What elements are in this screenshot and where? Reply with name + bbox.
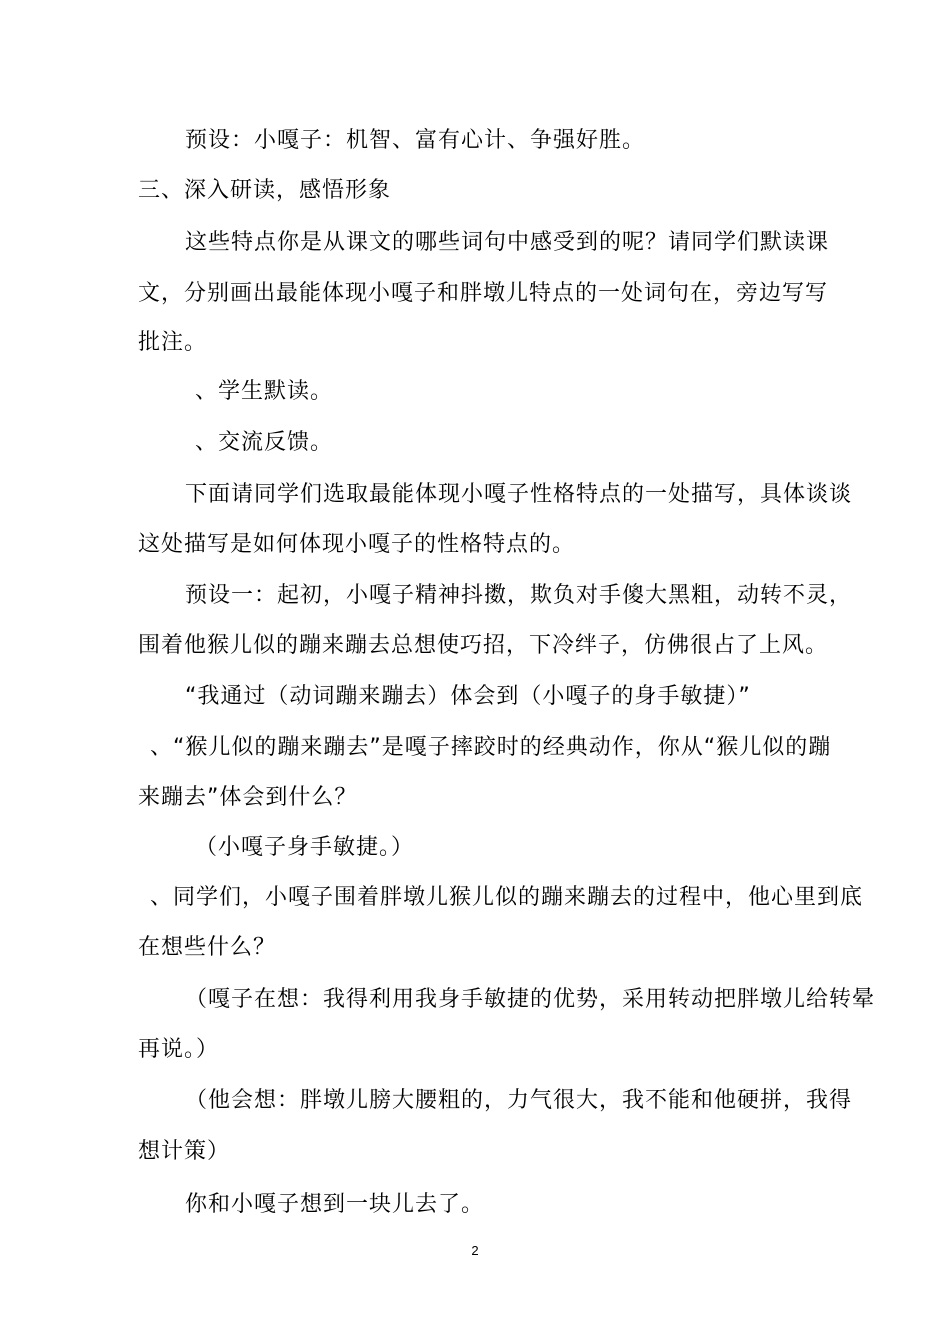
list-item: 、交流反馈。 xyxy=(195,430,334,455)
paragraph-line: 你和小嘎子想到一块儿去了。 xyxy=(185,1192,485,1217)
paragraph-line: （他会想：胖墩儿膀大腰粗的，力气很大，我不能和他硬拼，我得 xyxy=(185,1088,853,1113)
paragraph-line: 围着他猴儿似的蹦来蹦去总想使巧招，下冷绊子，仿佛很占了上风。 xyxy=(138,633,829,658)
paragraph-line: 、同学们，小嘎子围着胖墩儿猴儿似的蹦来蹦去的过程中，他心里到底 xyxy=(150,885,864,910)
paragraph-line: 来蹦去”体会到什么？ xyxy=(138,785,358,810)
list-item: 、学生默读。 xyxy=(195,379,334,404)
paragraph-line: 再说。） xyxy=(138,1037,220,1062)
paragraph-line: 在想些什么？ xyxy=(138,935,277,960)
paragraph-line: 批注。 xyxy=(138,330,208,355)
paragraph-line: 文，分别画出最能体现小嘎子和胖墩儿特点的一处词句在，旁边写写 xyxy=(138,281,829,306)
paragraph-line: 这处描写是如何体现小嘎子的性格特点的。 xyxy=(138,532,576,557)
paragraph-line: 、“猴儿似的蹦来蹦去”是嘎子摔跤时的经典动作，你从“猴儿似的蹦 xyxy=(150,735,832,760)
paragraph-line: 这些特点你是从课文的哪些词句中感受到的呢？请同学们默读课 xyxy=(185,230,830,255)
paragraph-line: 想计策） xyxy=(138,1139,231,1164)
section-heading: 三、深入研读，感悟形象 xyxy=(138,178,392,203)
paragraph-line: （小嘎子身手敏捷。） xyxy=(195,835,415,860)
paragraph-line: （嘎子在想：我得利用我身手敏捷的优势，采用转动把胖墩儿给转晕 xyxy=(185,987,876,1012)
paragraph-line: 预设一：起初，小嘎子精神抖擞，欺负对手傻大黑粗，动转不灵， xyxy=(185,583,853,608)
paragraph-line: 下面请同学们选取最能体现小嘎子性格特点的一处描写，具体谈谈 xyxy=(185,482,853,507)
paragraph-line: 预设：小嘎子：机智、富有心计、争强好胜。 xyxy=(185,128,646,153)
paragraph-line: “我通过（动词蹦来蹦去）体会到（小嘎子的身手敏捷）” xyxy=(185,684,751,709)
page-number: 2 xyxy=(471,1243,479,1258)
